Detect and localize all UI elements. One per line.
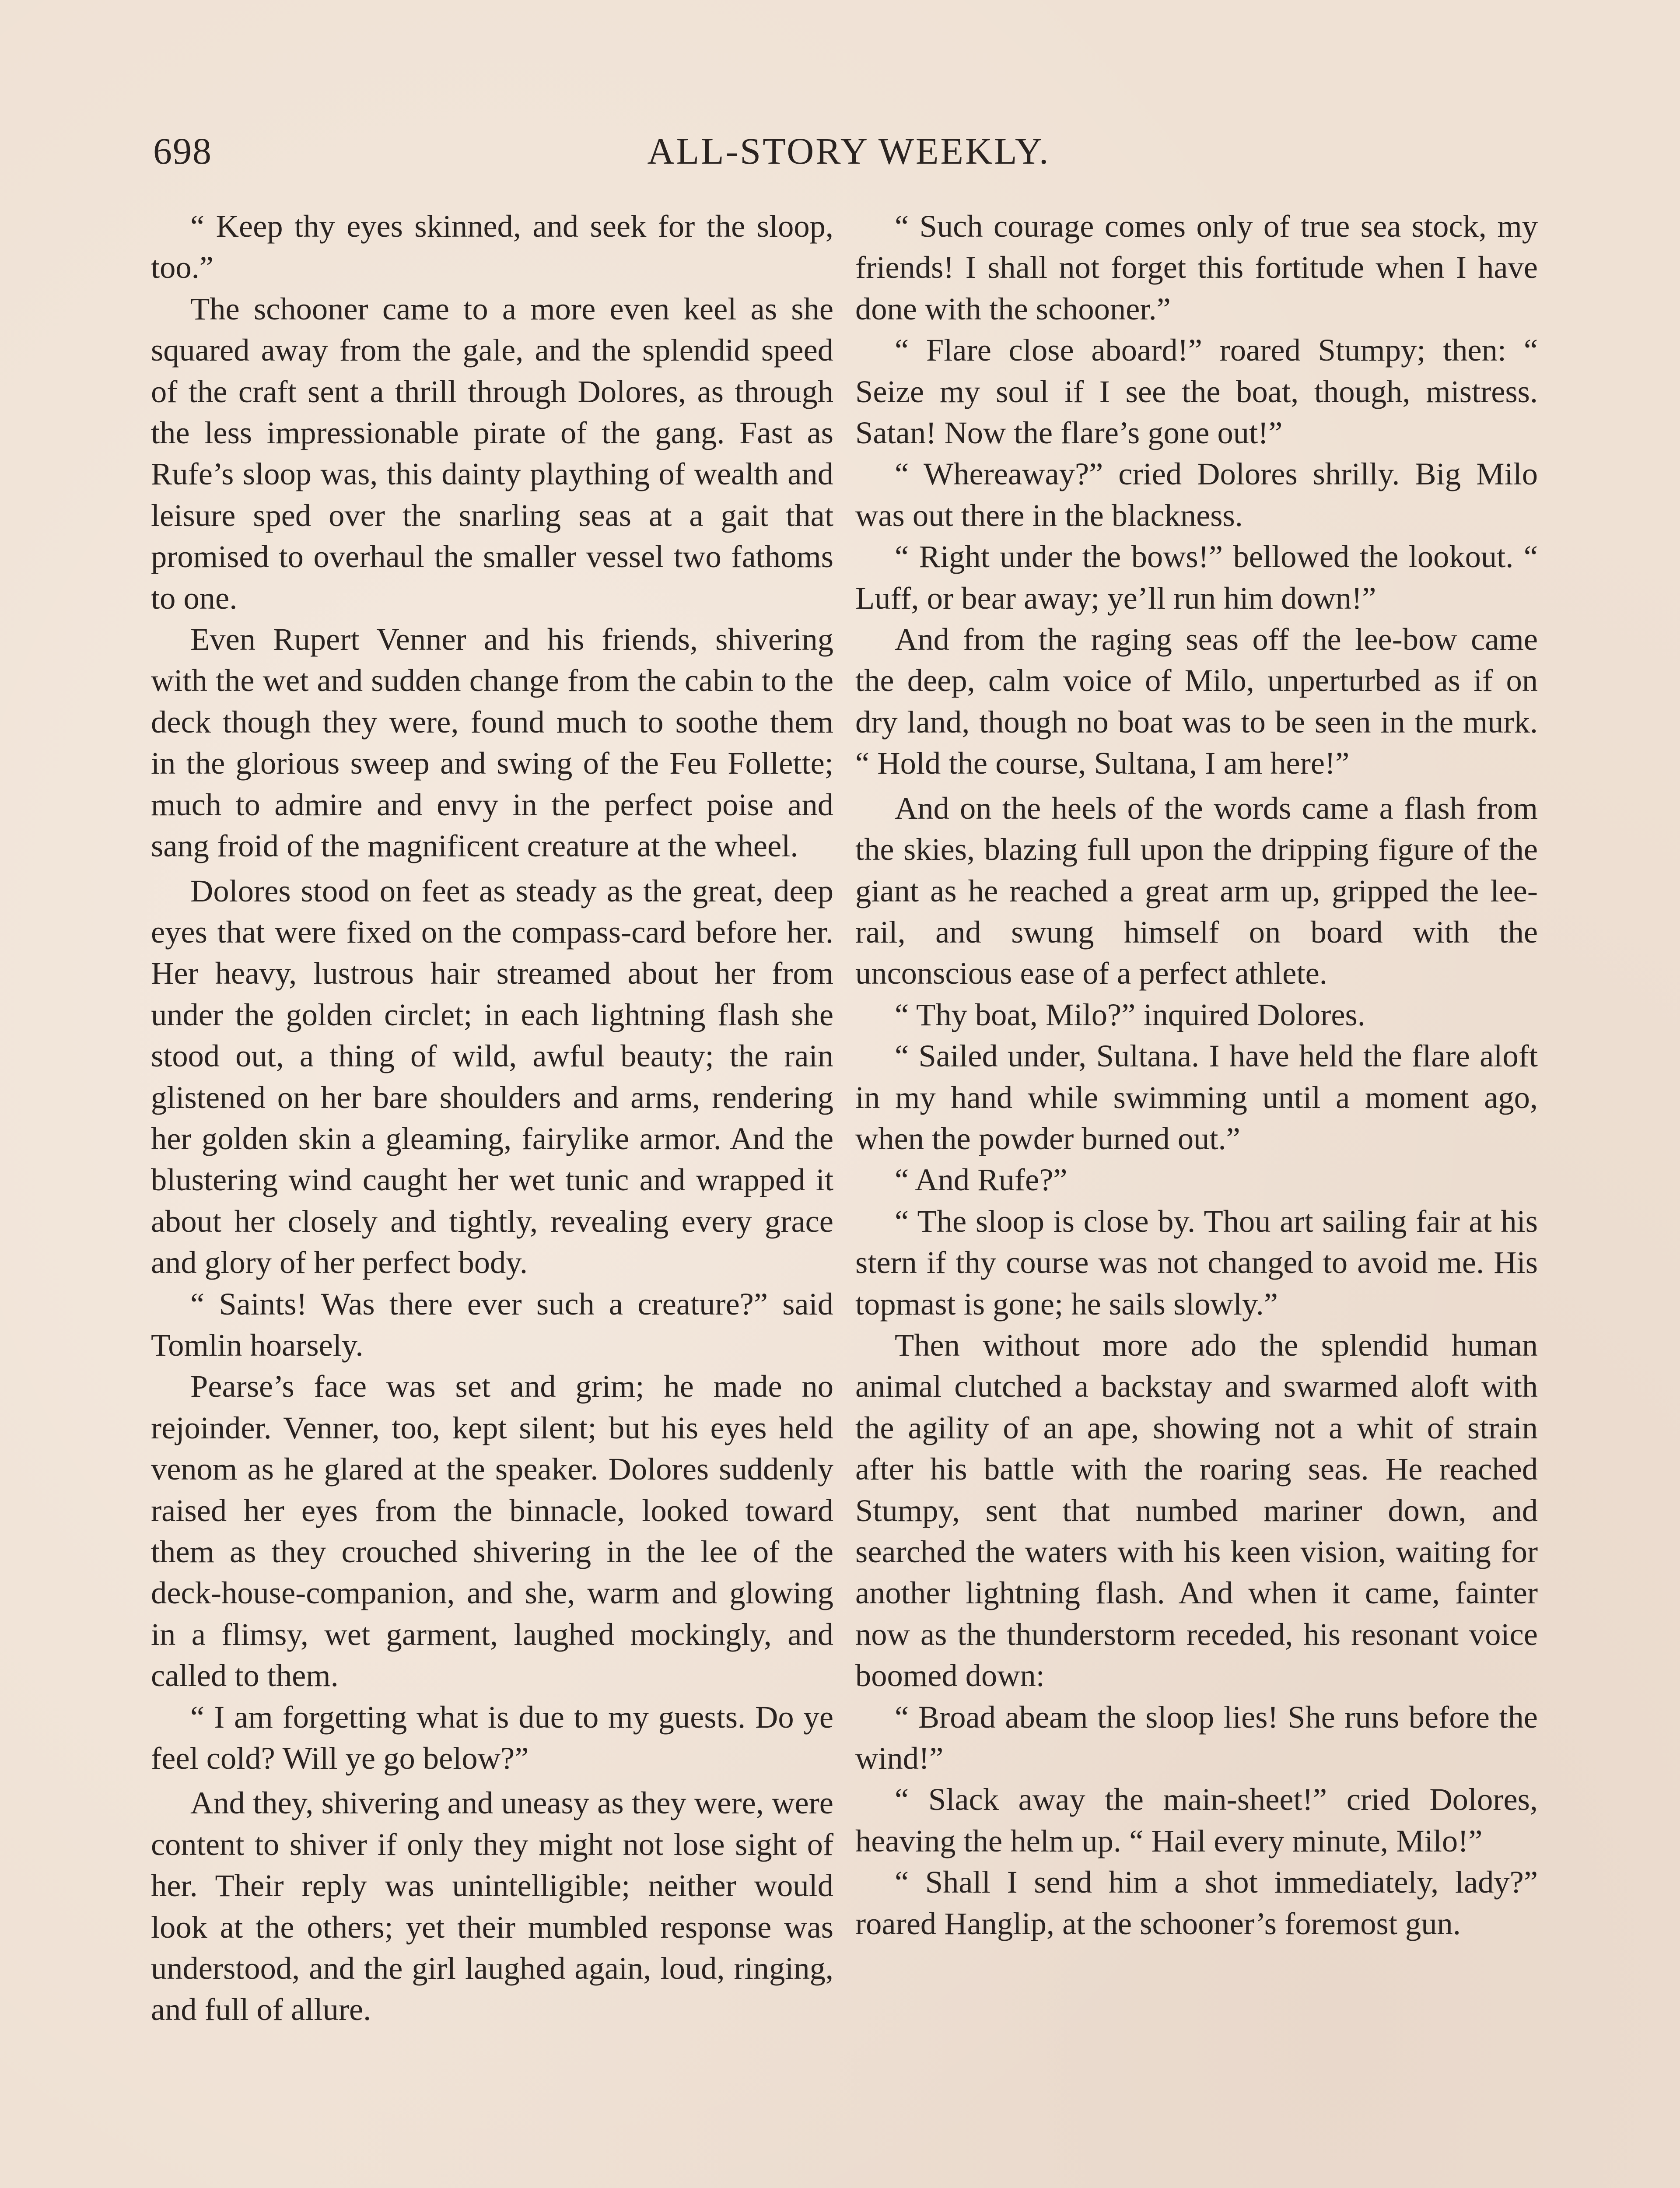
paragraph: Dolores stood on feet as steady as the great, deep eyes that were fixed on the compass-card before her. Her heavy, lustrous hair streamed about her from under the golden circlet; in each lightning flash she stood out, a thing of wild, awful beauty; the rain glistened on her bare shoulders and arms, rendering her golden skin a gleaming, fairylike armor. And the blustering wind caught her wet tunic and wrapped it about her closely and tightly, revealing every grace and glory of her perfect body. bbox=[151, 873, 833, 1280]
page-header bbox=[153, 127, 1544, 179]
paragraph: “ Shall I send him a shot immediately, lady?” roared Hanglip, at the schooner’s foremost gun. bbox=[855, 1864, 1538, 1941]
paragraph: Then without more ado the splendid human animal clutched a backstay and swarmed aloft with the agility of an ape, showing not a whit of strain after his battle with the roaring seas. He reached Stumpy, sent that numbed mariner down, and searched the waters with his keen vision, waiting for another lightning flash. And when it came, fainter now as the thunderstorm receded, his resonant voice boomed down: bbox=[855, 1327, 1538, 1694]
paragraph: And they, shivering and uneasy as they were, were content to shiver if only they might not lose sight of her. Their reply was unintelligible; neither would look at the others; yet their mumbled response was understood, and the girl laughed again, loud, ringing, and full of allure. bbox=[151, 1785, 833, 2027]
paragraph: “ I am forgetting what is due to my guests. Do ye feel cold? Will ye go below?” bbox=[151, 1699, 833, 1776]
paragraph: “ Sailed under, Sultana. I have held the flare aloft in my hand while swimming until a moment ago, when the powder burned out.” bbox=[855, 1038, 1538, 1156]
paragraph: “ Thy boat, Milo?” inquired Dolores. bbox=[895, 996, 1365, 1032]
paragraph: And on the heels of the words came a flash from the skies, blazing full upon the dripping figure of the giant as he reached a great arm up, gripped the lee-rail, and swung himself on board with the unconscious ease of a perfect athlete. bbox=[855, 790, 1538, 991]
paragraph: Pearse’s face was set and grim; he made no rejoinder. Venner, too, kept silent; but his eyes held venom as he glared at the speaker. Dolores suddenly raised her eyes from the binnacle, looked toward them as they crouched shivering in the lee of the deck-house-companion, and she, warm and glowing in a flimsy, wet garment, laughed mockingly, and called to them. bbox=[151, 1368, 833, 1694]
paragraph: “ The sloop is close by. Thou art sailing fair at his stern if thy course was not changed to avoid me. His topmast is gone; he sails slowly.” bbox=[855, 1203, 1538, 1322]
paragraph: “ Saints! Was there ever such a creature?” said Tomlin hoarsely. bbox=[151, 1286, 833, 1363]
paragraph: “ Slack away the main-sheet!” cried Dolores, heaving the helm up. “ Hail every minute, Milo!” bbox=[855, 1781, 1538, 1858]
paragraph: “ Such courage comes only of true sea stock, my friends! I shall not forget this fortitude when I have done with the schooner.” bbox=[855, 208, 1538, 326]
paragraph: “ Broad abeam the sloop lies! She runs before the wind!” bbox=[855, 1699, 1538, 1776]
paragraph: “ Keep thy eyes skinned, and seek for the sloop, too.” bbox=[151, 208, 833, 285]
page-number: 698 bbox=[153, 130, 212, 172]
paragraph: “ Flare close aboard!” roared Stumpy; then: “ Seize my soul if I see the boat, though, mistress. Satan! Now the flare’s gone out!” bbox=[855, 332, 1538, 451]
paragraph: The schooner came to a more even keel as she squared away from the gale, and the splendid speed of the craft sent a thrill through Dolores, as through the less impressionable pirate of the gang. Fast as Rufe’s sloop was, this dainty plaything of wealth and leisure sped over the snarling seas at a gait that promised to overhaul the smaller vessel two fathoms to one. bbox=[151, 291, 833, 616]
running-title: ALL-STORY WEEKLY. bbox=[647, 130, 1050, 172]
paragraph: And from the raging seas off the lee-bow came the deep, calm voice of Milo, unperturbed as if on dry land, though no boat was to be seen in the murk. “ Hold the course, Sultana, I am here!” bbox=[855, 621, 1538, 781]
paragraph: “ And Rufe?” bbox=[895, 1162, 1068, 1198]
paragraph: “ Right under the bows!” bellowed the lookout. “ Luff, or bear away; ye’ll run him down!” bbox=[855, 539, 1538, 616]
left-column bbox=[151, 206, 833, 2030]
paragraph: “ Whereaway?” cried Dolores shrilly. Big Milo was out there in the blackness. bbox=[855, 456, 1538, 533]
right-column bbox=[855, 206, 1538, 1944]
paragraph: Even Rupert Venner and his friends, shivering with the wet and sudden change from the cabin to the deck though they were, found much to soothe them in the glorious sweep and swing of the Feu Follette; much to admire and envy in the perfect poise and sang froid of the magnificent creature at the wheel. bbox=[151, 621, 833, 864]
